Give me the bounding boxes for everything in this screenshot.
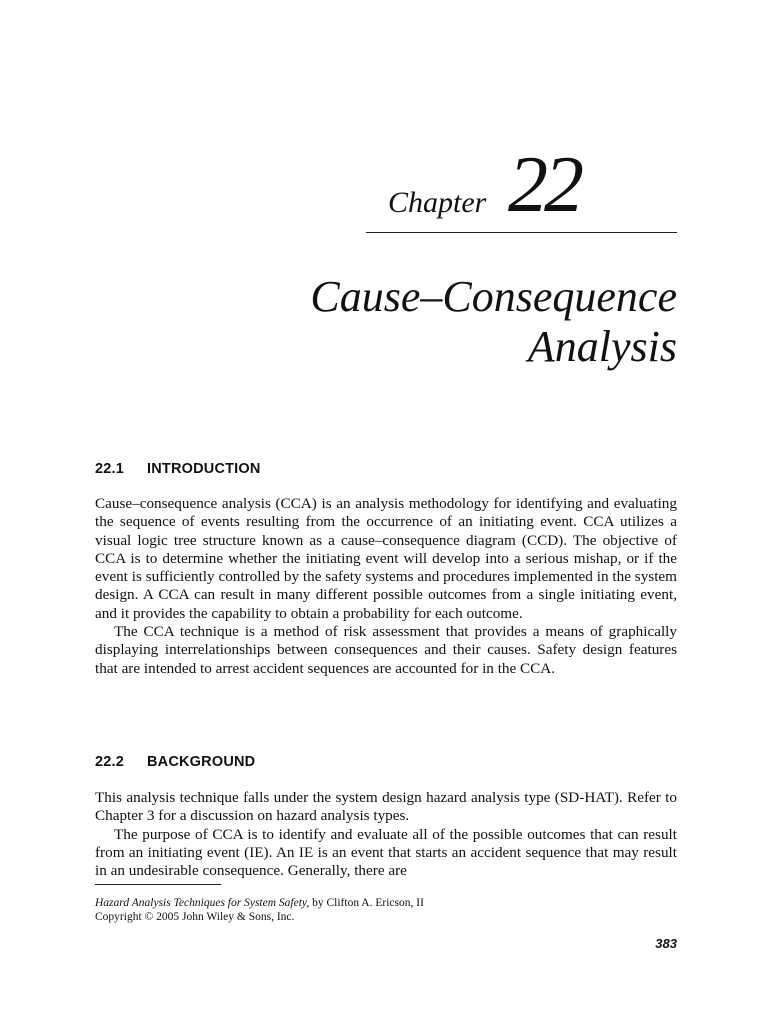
chapter-number: 22 [508,141,580,229]
book-author: by Clifton A. Ericson, II [309,897,424,909]
section-heading-introduction [95,460,261,478]
page-number: 383 [655,936,677,951]
section-title: BACKGROUND [147,754,256,770]
section-title: INTRODUCTION [147,461,261,477]
footnote [95,896,655,924]
footnote-divider [95,884,221,885]
section-number: 22.1 [95,461,125,477]
chapter-title-line1: Cause–Consequence [310,272,677,321]
footnote-citation [95,896,655,910]
section-body-background [95,789,677,880]
chapter-title [180,272,677,372]
paragraph: The CCA technique is a method of risk assessment that provides a means of graphically displaying interrelationships between consequences and their causes. Safety design features that are intended to arrest accident sequences are accounted for in the CCA. [95,623,677,677]
section-body-introduction [95,495,677,678]
paragraph: Cause–consequence analysis (CCA) is an analysis methodology for identifying and evaluating the sequence of events resulting from the occurrence of an initiating event. CCA utilizes a visual logic tree structure known as a cause–consequence diagram (CCD). The objective of CCA is to determine whether the initiating event will develop into a serious mishap, or if the event is sufficiently controlled by the safety systems and procedures implemented in the system design. A CCA can result in many different possible outcomes from a single initiating event, and it provides the capability to obtain a probability for each outcome. [95,495,677,622]
paragraph: The purpose of CCA is to identify and evaluate all of the possible outcomes that can result from an initiating event (IE). An IE is an event that starts an accident sequence that may result in an undesirable consequence. Generally, there are [95,825,677,880]
section-number: 22.2 [95,754,125,770]
book-title: Hazard Analysis Techniques for System Safety, [95,897,310,909]
chapter-header [366,140,677,233]
chapter-title-line2: Analysis [527,322,677,371]
chapter-label: Chapter [388,186,487,219]
paragraph: This analysis technique falls under the system design hazard analysis type (SD-HAT). Refer to Chapter 3 for a discussion on hazard analysis types. [95,789,677,825]
section-heading-background [95,753,255,771]
copyright-line: Copyright © 2005 John Wiley & Sons, Inc. [95,911,295,923]
